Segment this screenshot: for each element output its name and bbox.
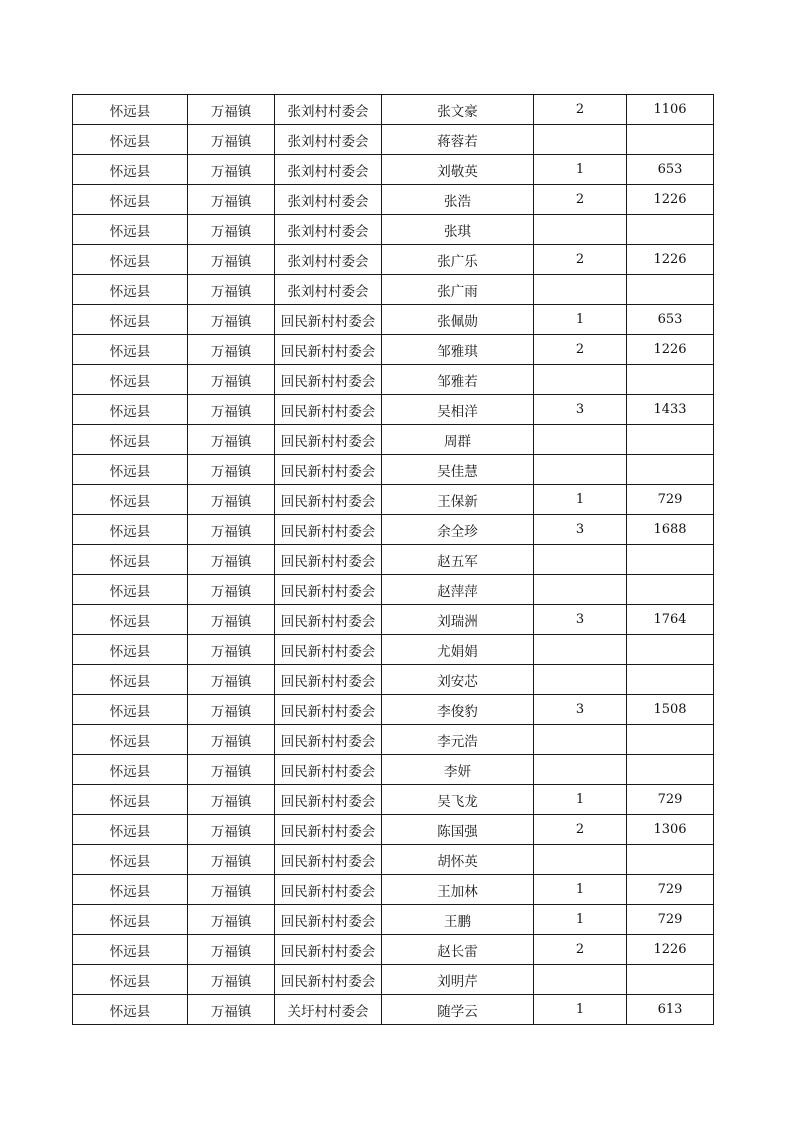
name-cell: 吴飞龙 bbox=[382, 785, 534, 815]
table-row bbox=[73, 125, 714, 155]
name-cell: 陈国强 bbox=[382, 815, 534, 845]
village-cell: 回民新村村委会 bbox=[275, 485, 382, 515]
name-cell: 王保新 bbox=[382, 485, 534, 515]
town-cell: 万福镇 bbox=[188, 995, 275, 1025]
table-row bbox=[73, 425, 714, 455]
amount-cell: 1508 bbox=[627, 695, 714, 725]
count-cell bbox=[534, 455, 627, 485]
amount-cell bbox=[627, 365, 714, 395]
town-cell: 万福镇 bbox=[188, 605, 275, 635]
amount-cell bbox=[627, 545, 714, 575]
village-cell: 回民新村村委会 bbox=[275, 875, 382, 905]
town-cell: 万福镇 bbox=[188, 845, 275, 875]
amount-cell bbox=[627, 635, 714, 665]
town-cell: 万福镇 bbox=[188, 665, 275, 695]
county-cell: 怀远县 bbox=[73, 995, 188, 1025]
town-cell: 万福镇 bbox=[188, 95, 275, 125]
table-row bbox=[73, 245, 714, 275]
county-cell: 怀远县 bbox=[73, 935, 188, 965]
table-row bbox=[73, 335, 714, 365]
county-cell: 怀远县 bbox=[73, 335, 188, 365]
town-cell: 万福镇 bbox=[188, 275, 275, 305]
village-cell: 回民新村村委会 bbox=[275, 455, 382, 485]
town-cell: 万福镇 bbox=[188, 125, 275, 155]
table-row bbox=[73, 725, 714, 755]
town-cell: 万福镇 bbox=[188, 935, 275, 965]
village-cell: 张刘村村委会 bbox=[275, 245, 382, 275]
town-cell: 万福镇 bbox=[188, 365, 275, 395]
count-cell: 2 bbox=[534, 95, 627, 125]
village-cell: 回民新村村委会 bbox=[275, 545, 382, 575]
village-cell: 回民新村村委会 bbox=[275, 695, 382, 725]
name-cell: 张浩 bbox=[382, 185, 534, 215]
village-cell: 回民新村村委会 bbox=[275, 665, 382, 695]
count-cell: 1 bbox=[534, 785, 627, 815]
town-cell: 万福镇 bbox=[188, 905, 275, 935]
county-cell: 怀远县 bbox=[73, 365, 188, 395]
amount-cell: 1433 bbox=[627, 395, 714, 425]
village-cell: 回民新村村委会 bbox=[275, 335, 382, 365]
county-cell: 怀远县 bbox=[73, 515, 188, 545]
village-cell: 回民新村村委会 bbox=[275, 935, 382, 965]
table-row bbox=[73, 665, 714, 695]
village-cell: 回民新村村委会 bbox=[275, 365, 382, 395]
amount-cell bbox=[627, 755, 714, 785]
name-cell: 胡怀英 bbox=[382, 845, 534, 875]
town-cell: 万福镇 bbox=[188, 575, 275, 605]
town-cell: 万福镇 bbox=[188, 725, 275, 755]
town-cell: 万福镇 bbox=[188, 785, 275, 815]
town-cell: 万福镇 bbox=[188, 965, 275, 995]
name-cell: 李俊豹 bbox=[382, 695, 534, 725]
village-cell: 回民新村村委会 bbox=[275, 635, 382, 665]
name-cell: 赵长雷 bbox=[382, 935, 534, 965]
village-cell: 回民新村村委会 bbox=[275, 725, 382, 755]
county-cell: 怀远县 bbox=[73, 215, 188, 245]
village-cell: 张刘村村委会 bbox=[275, 95, 382, 125]
name-cell: 张广雨 bbox=[382, 275, 534, 305]
count-cell bbox=[534, 635, 627, 665]
town-cell: 万福镇 bbox=[188, 425, 275, 455]
county-cell: 怀远县 bbox=[73, 125, 188, 155]
county-cell: 怀远县 bbox=[73, 245, 188, 275]
amount-cell: 653 bbox=[627, 305, 714, 335]
count-cell bbox=[534, 665, 627, 695]
amount-cell bbox=[627, 125, 714, 155]
table-row bbox=[73, 995, 714, 1025]
count-cell bbox=[534, 215, 627, 245]
name-cell: 张广乐 bbox=[382, 245, 534, 275]
name-cell: 随学云 bbox=[382, 995, 534, 1025]
count-cell bbox=[534, 125, 627, 155]
village-cell: 张刘村村委会 bbox=[275, 215, 382, 245]
town-cell: 万福镇 bbox=[188, 545, 275, 575]
county-cell: 怀远县 bbox=[73, 95, 188, 125]
table-row bbox=[73, 515, 714, 545]
table-row bbox=[73, 695, 714, 725]
amount-cell bbox=[627, 965, 714, 995]
town-cell: 万福镇 bbox=[188, 245, 275, 275]
village-cell: 张刘村村委会 bbox=[275, 155, 382, 185]
town-cell: 万福镇 bbox=[188, 515, 275, 545]
count-cell: 1 bbox=[534, 155, 627, 185]
count-cell bbox=[534, 725, 627, 755]
village-cell: 回民新村村委会 bbox=[275, 605, 382, 635]
table-row bbox=[73, 785, 714, 815]
count-cell: 2 bbox=[534, 335, 627, 365]
count-cell: 3 bbox=[534, 395, 627, 425]
town-cell: 万福镇 bbox=[188, 695, 275, 725]
amount-cell: 729 bbox=[627, 905, 714, 935]
town-cell: 万福镇 bbox=[188, 335, 275, 365]
amount-cell bbox=[627, 215, 714, 245]
name-cell: 周群 bbox=[382, 425, 534, 455]
table-row bbox=[73, 575, 714, 605]
name-cell: 李妍 bbox=[382, 755, 534, 785]
county-cell: 怀远县 bbox=[73, 875, 188, 905]
count-cell: 1 bbox=[534, 305, 627, 335]
village-cell: 张刘村村委会 bbox=[275, 275, 382, 305]
table-row bbox=[73, 905, 714, 935]
county-cell: 怀远县 bbox=[73, 635, 188, 665]
table-row bbox=[73, 545, 714, 575]
table-row bbox=[73, 965, 714, 995]
village-cell: 回民新村村委会 bbox=[275, 905, 382, 935]
county-cell: 怀远县 bbox=[73, 395, 188, 425]
county-cell: 怀远县 bbox=[73, 965, 188, 995]
amount-cell: 653 bbox=[627, 155, 714, 185]
county-cell: 怀远县 bbox=[73, 815, 188, 845]
amount-cell bbox=[627, 575, 714, 605]
town-cell: 万福镇 bbox=[188, 815, 275, 845]
county-cell: 怀远县 bbox=[73, 425, 188, 455]
count-cell: 1 bbox=[534, 995, 627, 1025]
amount-cell: 1226 bbox=[627, 245, 714, 275]
name-cell: 吴相洋 bbox=[382, 395, 534, 425]
count-cell bbox=[534, 365, 627, 395]
amount-cell: 1688 bbox=[627, 515, 714, 545]
count-cell bbox=[534, 965, 627, 995]
table-row bbox=[73, 845, 714, 875]
amount-cell bbox=[627, 845, 714, 875]
county-cell: 怀远县 bbox=[73, 605, 188, 635]
count-cell: 3 bbox=[534, 695, 627, 725]
table-row bbox=[73, 875, 714, 905]
village-cell: 回民新村村委会 bbox=[275, 755, 382, 785]
amount-cell bbox=[627, 455, 714, 485]
village-cell: 关圩村村委会 bbox=[275, 995, 382, 1025]
count-cell: 2 bbox=[534, 185, 627, 215]
name-cell: 王加林 bbox=[382, 875, 534, 905]
county-cell: 怀远县 bbox=[73, 755, 188, 785]
amount-cell bbox=[627, 275, 714, 305]
town-cell: 万福镇 bbox=[188, 155, 275, 185]
name-cell: 赵萍萍 bbox=[382, 575, 534, 605]
name-cell: 刘敬英 bbox=[382, 155, 534, 185]
table-row bbox=[73, 95, 714, 125]
table-row bbox=[73, 485, 714, 515]
town-cell: 万福镇 bbox=[188, 305, 275, 335]
amount-cell: 1306 bbox=[627, 815, 714, 845]
count-cell: 2 bbox=[534, 245, 627, 275]
county-cell: 怀远县 bbox=[73, 665, 188, 695]
town-cell: 万福镇 bbox=[188, 755, 275, 785]
town-cell: 万福镇 bbox=[188, 635, 275, 665]
table-row bbox=[73, 185, 714, 215]
table-row bbox=[73, 455, 714, 485]
town-cell: 万福镇 bbox=[188, 485, 275, 515]
county-cell: 怀远县 bbox=[73, 455, 188, 485]
count-cell bbox=[534, 545, 627, 575]
village-cell: 回民新村村委会 bbox=[275, 575, 382, 605]
table-row bbox=[73, 635, 714, 665]
village-cell: 回民新村村委会 bbox=[275, 845, 382, 875]
table-row bbox=[73, 605, 714, 635]
table-row bbox=[73, 305, 714, 335]
village-cell: 张刘村村委会 bbox=[275, 185, 382, 215]
name-cell: 张琪 bbox=[382, 215, 534, 245]
count-cell: 1 bbox=[534, 485, 627, 515]
county-cell: 怀远县 bbox=[73, 905, 188, 935]
amount-cell: 1226 bbox=[627, 335, 714, 365]
count-cell bbox=[534, 575, 627, 605]
name-cell: 尤娟娟 bbox=[382, 635, 534, 665]
amount-cell: 729 bbox=[627, 785, 714, 815]
village-cell: 回民新村村委会 bbox=[275, 785, 382, 815]
county-cell: 怀远县 bbox=[73, 545, 188, 575]
county-cell: 怀远县 bbox=[73, 575, 188, 605]
county-cell: 怀远县 bbox=[73, 695, 188, 725]
name-cell: 李元浩 bbox=[382, 725, 534, 755]
county-cell: 怀远县 bbox=[73, 155, 188, 185]
amount-cell: 1106 bbox=[627, 95, 714, 125]
table-body bbox=[73, 95, 714, 1025]
count-cell: 1 bbox=[534, 905, 627, 935]
amount-cell: 1226 bbox=[627, 185, 714, 215]
village-cell: 张刘村村委会 bbox=[275, 125, 382, 155]
count-cell: 2 bbox=[534, 935, 627, 965]
count-cell: 1 bbox=[534, 875, 627, 905]
name-cell: 刘明芹 bbox=[382, 965, 534, 995]
town-cell: 万福镇 bbox=[188, 395, 275, 425]
town-cell: 万福镇 bbox=[188, 185, 275, 215]
name-cell: 邹雅若 bbox=[382, 365, 534, 395]
name-cell: 吴佳慧 bbox=[382, 455, 534, 485]
village-cell: 回民新村村委会 bbox=[275, 305, 382, 335]
town-cell: 万福镇 bbox=[188, 455, 275, 485]
name-cell: 赵五军 bbox=[382, 545, 534, 575]
county-cell: 怀远县 bbox=[73, 305, 188, 335]
count-cell: 3 bbox=[534, 605, 627, 635]
name-cell: 刘安芯 bbox=[382, 665, 534, 695]
county-cell: 怀远县 bbox=[73, 275, 188, 305]
amount-cell: 1226 bbox=[627, 935, 714, 965]
county-cell: 怀远县 bbox=[73, 785, 188, 815]
table-row bbox=[73, 155, 714, 185]
amount-cell: 613 bbox=[627, 995, 714, 1025]
table-row bbox=[73, 395, 714, 425]
amount-cell bbox=[627, 665, 714, 695]
count-cell bbox=[534, 425, 627, 455]
county-cell: 怀远县 bbox=[73, 725, 188, 755]
town-cell: 万福镇 bbox=[188, 875, 275, 905]
name-cell: 刘瑞洲 bbox=[382, 605, 534, 635]
table-row bbox=[73, 935, 714, 965]
village-cell: 回民新村村委会 bbox=[275, 815, 382, 845]
name-cell: 余全珍 bbox=[382, 515, 534, 545]
village-cell: 回民新村村委会 bbox=[275, 965, 382, 995]
amount-cell bbox=[627, 425, 714, 455]
village-cell: 回民新村村委会 bbox=[275, 515, 382, 545]
count-cell: 2 bbox=[534, 815, 627, 845]
name-cell: 张佩勋 bbox=[382, 305, 534, 335]
amount-cell bbox=[627, 725, 714, 755]
amount-cell: 729 bbox=[627, 485, 714, 515]
subsidy-table bbox=[72, 94, 714, 1025]
county-cell: 怀远县 bbox=[73, 845, 188, 875]
count-cell: 3 bbox=[534, 515, 627, 545]
county-cell: 怀远县 bbox=[73, 485, 188, 515]
table-row bbox=[73, 815, 714, 845]
table-row bbox=[73, 275, 714, 305]
county-cell: 怀远县 bbox=[73, 185, 188, 215]
town-cell: 万福镇 bbox=[188, 215, 275, 245]
village-cell: 回民新村村委会 bbox=[275, 425, 382, 455]
name-cell: 蒋蓉若 bbox=[382, 125, 534, 155]
name-cell: 王鹏 bbox=[382, 905, 534, 935]
count-cell bbox=[534, 755, 627, 785]
amount-cell: 729 bbox=[627, 875, 714, 905]
village-cell: 回民新村村委会 bbox=[275, 395, 382, 425]
table-row bbox=[73, 365, 714, 395]
name-cell: 张文豪 bbox=[382, 95, 534, 125]
name-cell: 邹雅琪 bbox=[382, 335, 534, 365]
count-cell bbox=[534, 845, 627, 875]
table-row bbox=[73, 215, 714, 245]
count-cell bbox=[534, 275, 627, 305]
table-row bbox=[73, 755, 714, 785]
amount-cell: 1764 bbox=[627, 605, 714, 635]
